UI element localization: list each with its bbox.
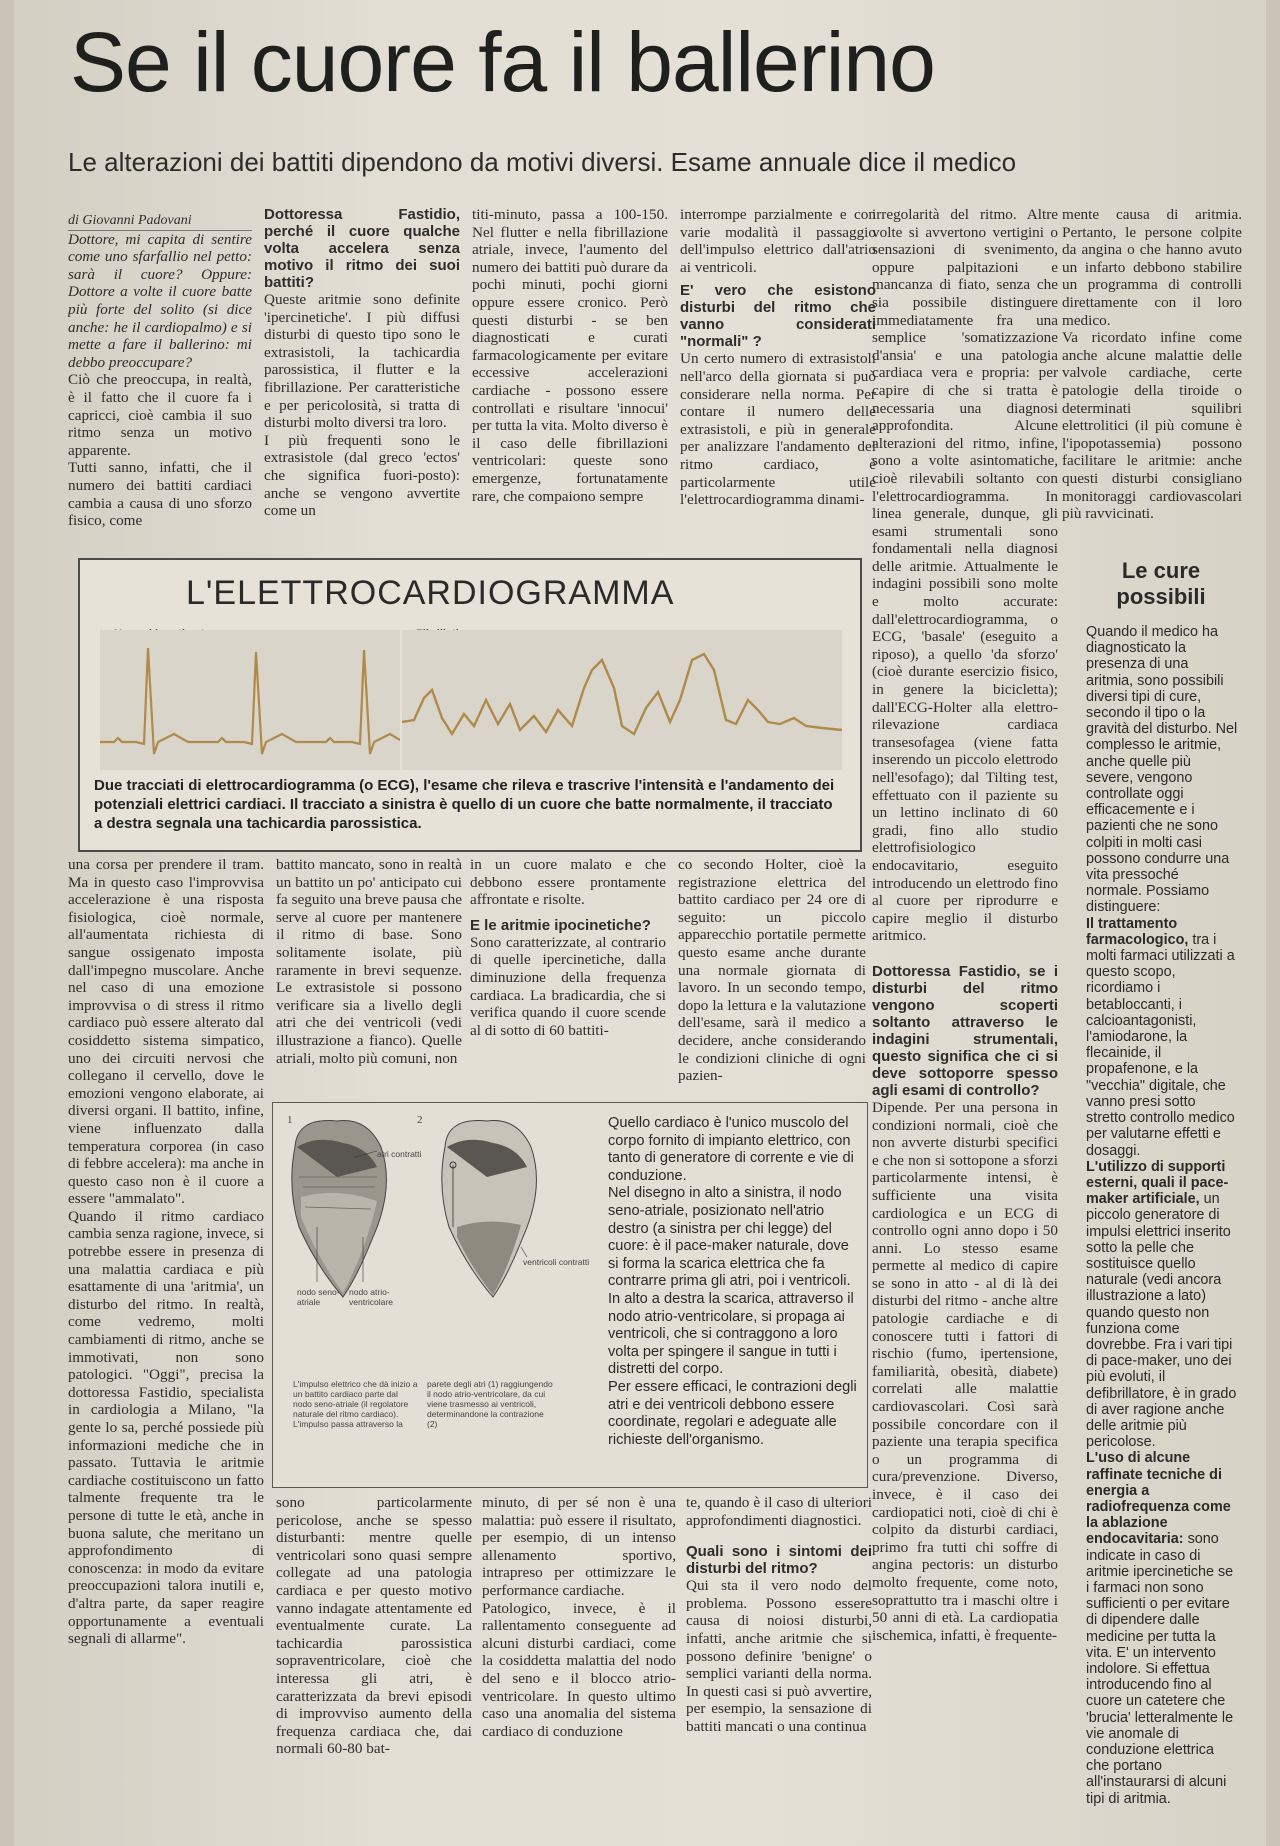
figure-number-1: 1 [287,1114,293,1126]
paragraph: Quando il ritmo cardiaco cambia senza ragione, invece, si potrebbe essere in presenza di una malattia cardiaca e più esattamente di una 'aritmia', un disturbo del ritmo. In realtà, come vedremo, molti cambiamenti di ritmo, anche se immotivati, non sono patologici. "Oggi", precisa la dottoressa Fastidio, specialista in cardiologia a Milano, "la gente lo sa, perché possiede più informazioni mediche che in passato. Tuttavia le aritmie cardiache costituiscono un fatto talmente frequente tra le persone di tutte le età, anche in buona salute, che meritano un approfondimento di conoscenza: in modo da evitare preoccupazioni talora inutili e, d'altra parte, da saper reagire opportunamente a eventuali segnali di allarme". [68,1207,264,1648]
paragraph: mente causa di aritmia. Pertanto, le persone colpite da angina o che hanno avuto un infarto debbono stabilire un programma di controlli direttamente con il loro medico. [1062,206,1242,329]
sidebar-paragraph: Quando il medico ha diagnosticato la presenza di una aritmia, sono possibili diversi tipi di cure, secondo il tipo o la gravità del disturbo. Nel complesso le aritmie, anche quelle più severe, vengono controllate oggi efficacemente e i pazienti che ne sono colpiti in molti casi possono condurre una vita pressoché normale. Possiamo distinguere: [1086,624,1238,916]
paragraph: Va ricordato infine come anche alcune malattie delle valvole cardiache, certe patologie della tiroide o determinati squilibri elettrolitici (il più comune è l'ipopotassemia) possono facilitare le aritmie: anche questi disturbi consigliano monitoraggi cardiovascolari più ravvicinati. [1062,329,1242,523]
paragraph: titi-minuto, passa a 100-150. Nel flutter e nella fibrillazione atriale, invece, l'aumento del numero dei battiti può durare da pochi minuti, pochi giorni oppure essere cronico. Però questi disturbi - se ben diagnosticati e curati farmacologicamente per evitare eccessive accelerazioni cardiache - possono essere controllati e risultare 'innocui' per tutta la vita. Molto diverso è il caso delle fibrillazioni ventricolari: queste sono emergenze, fortunatamente rare, che compaiono sempre [472,206,668,505]
normal-ecg-trace [100,630,400,770]
column-2 [264,206,460,542]
interview-question: Quali sono i sintomi dei disturbi del ritmo? [686,1543,872,1578]
fibrillation-ecg-trace [402,630,842,770]
sidebar-subheading: L'utilizzo di supporti esterni, quali il pace-maker artificiale, [1086,1158,1229,1208]
interview-question: E' vero che esistono disturbi del ritmo che vanno considerati "normali" ? [680,282,876,351]
label-atri: atri contratti [377,1149,422,1159]
paragraph: interrompe parzialmente e con varie modalità il passaggio dell'impulso elettrico dall'atrio ai ventricoli. [680,206,876,276]
paragraph: battito mancato, sono in realtà un battito un po' anticipato cui fa seguito una breve pausa che serve al cuore per mantenere il ritmo di base. Sono solitamente isolate, più raramente in brevi sequenze. Le extrasistole si possono verificare sia a livello degli atri che dei ventricoli (vedi illustrazione a fianco). Quelle atriali, molto più comuni, non [276,856,462,1067]
fibrillation-ecg-panel [402,630,842,770]
paragraph: in un cuore malato e che debbono essere prontamente affrontate e risolte. [470,856,666,909]
heart-illustration-box [272,1102,868,1488]
ecg-illustration-box [78,558,862,852]
heart-text [608,1115,858,1449]
paragraph: Un certo numero di extrasistoli nell'arco della giornata si può considerare nella norma. Per contare il numero delle extrasistoli, e più in generale per analizzare l'andamento del ritmo cardiaco, è particolarmente utile l'elettrocardiogramma dinami- [680,350,876,509]
newspaper-page [14,0,1266,1846]
column-b3 [470,856,666,1094]
paragraph: te, quando è il caso di ulteriori approfondimenti diagnostici. [686,1494,872,1529]
label-ventricoli: ventricoli contratti [523,1257,590,1267]
paragraph: Tutti sanno, infatti, che il numero dei battiti cardiaci cambia a causa di uno sforzo fisico, come [68,459,252,530]
figure-number-2: 2 [417,1114,423,1126]
paragraph: I più frequenti sono le extrasistole (dal greco 'ectos' che significa fuori-posto): anche se vengono avvertite come un [264,431,460,520]
column-d4 [686,1494,872,1846]
paragraph: Ciò che preoccupa, in realtà, è il fatto che il cuore fa i capricci, cioè cambia il suo ritmo senza un motivo apparente. [68,371,252,459]
column-6 [1062,206,1242,548]
column-1 [68,212,252,542]
column-b4 [678,856,866,1094]
subheadline: Le alterazioni dei battiti dipendono da motivi diversi. Esame annuale dice il medico [68,147,1017,177]
byline: di Giovanni Padovani [68,212,252,231]
label-nodo-atrio: nodo atrio-ventricolare [349,1287,393,1307]
headline: Se il cuore fa il ballerino [70,15,935,109]
heart-illustration-1 [292,1121,387,1297]
column-b2 [276,856,462,1094]
ecg-caption: Due tracciati di elettrocardiogramma (o ECG), l'esame che rileva e trascrive l'intensità e l'andamento dei potenziali elettrici cardiaci. Il tracciato a sinistra è quello di un cuore che batte normalmente, il tracciato a destra segnala una tachicardia parossistica. [94,777,835,832]
paragraph: Dipende. Per una persona in condizioni normali, cioè che non avverte disturbi specifici e che non si sottopone a sforzi particolarmente intensi, è sufficiente una visita cardiologica e un ECG di controllo ogni anno dopo i 50 anni. Lo stesso esame permette al medico di capire se sono in atto - al di là dei disturbi del ritmo - anche altre patologie cardiache e di conoscere tutti i fattori di rischio (fumo, ipertensione, familiarità, obesità, diabete) correlati alle malattie cardiovascolari. Così sarà possibile concordare con il paziente una terapia specifica o un programma di cura/prevenzione. Diverso, invece, è il caso dei cardiopatici noti, cioè di chi è colpito da disturbi cardiaci, primo fra tutti chi soffre di angina pectoris: un disturbo molto frequente, come noto, soprattutto tra i maschi oltre i 50 anni di età. La cardiopatia ischemica, infatti, è frequente- [872,1098,1058,1644]
sidebar-subheading: Il trattamento farmacologico, [1086,915,1189,948]
interview-question: E le aritmie ipocinetiche? [470,916,651,934]
column-d3 [482,1494,676,1846]
paragraph: irregolarità del ritmo. Altre volte si avvertono vertigini o sensazioni di svenimento, oppure palpitazioni e mancanza di fiato, senza che sia possibile distinguere immediatamente fra una semplice 'somatizzazione d'ansia' e una patologia cardiaca vera e propria: per capire di che si tratta è necessaria una diagnosi approfondita. Alcune alterazioni del ritmo, infine, sono a volte asintomatiche, cioè rilevabili soltanto con l'elettrocardiogramma. In linea generale, dunque, gli esami strumentali sono fondamentali nella diagnosi delle aritmie. Attualmente le indagini possibili sono molte e molto accurate: dall'elettrocardiogramma, o ECG, 'basale' (eseguito a riposo), a quello 'da sforzo' (cioè durante esercizio fisico, in genere la bicicletta); dall'ECG-Holter alla elettro-rilevazione cardiaca transesofagea (viene fatta inserendo un piccolo elettrodo nell'esofago); dal Tilting test, effettuato con il paziente su un lettino inclinato di 60 gradi, fino allo studio elettrofisiologico endocavitario, eseguito introducendo un elettrodo fino al cuore per riprodurre e capire meglio il disturbo aritmico. [872,206,1058,945]
intro-question: Dottore, mi capita di sentire come uno sfarfallio nel petto: sarà il cuore? Oppure: Dottore a volte il cuore batte più forte del solito (si dice anche: he il cardiopalmo) e si mette a fare il ballerino: mi debbo preoccupare? [68,230,252,371]
heart-paragraph: Per essere efficaci, le contrazioni degli atri e dei ventricoli debbono essere coordinate, regolari e adeguate alle richieste dell'organismo. [608,1378,857,1448]
column-3 [472,206,668,542]
label-nodo-seno: nodo seno-atriale [297,1287,340,1307]
interview-question: Dottoressa Fastidio, se i disturbi del ritmo vengono scoperti soltanto attraverso le indagini strumentali, questo significa che ci si deve sottoporre spesso agli esami di controllo? [872,962,1058,1099]
paragraph: Sono caratterizzate, al contrario di quelle ipercinetiche, dalla diminuzione della frequenza cardiaca. La bradicardia, che si verifica quando il cuore scende al di sotto di 60 battiti- [470,933,666,1039]
heart-illustration-2 [442,1121,537,1297]
heart-paragraph: Nel disegno in alto a sinistra, il nodo seno-atriale, posizionato nell'atrio destro (a sinistra per chi legge) del cuore: è il pace-maker naturale, dove si forma la scarica elettrica che fa contrarre prima gli atri, poi i ventricoli. In alto a destra la scarica, attraverso il nodo atrio-ventricolare, si propaga ai ventricoli, che si contraggono a loro volta per spingere il sangue in tutti i distretti del corpo. [608,1185,854,1378]
column-5 [872,206,1058,1846]
column-d2 [276,1494,472,1846]
sidebar-paragraph: un piccolo generatore di impulsi elettrici inserito sotto la pelle che sostituisce quello naturale (vedi ancora illustrazione a lato) quando questo non funziona come dovrebbe. Fra i vari tipi di pace-maker, uno dei più evoluti, il defibrillatore, è in grado di aver ragione anche delle aritmie più pericolose. [1086,1191,1237,1451]
heart-diagram [277,1107,607,1367]
paragraph: minuto, di per sé non è una malattia: può essere il risultato, per esempio, di un intenso allenamento sportivo, intrapreso per ottimizzare le performance cardiache. [482,1494,676,1599]
sidebar-paragraph: tra i molti farmaci utilizzati a questo scopo, ricordiamo i betabloccanti, i calcioantagonisti, l'amiodarone, la flecainide, il propafenone, e la "vecchia" digitale, che vanno presi sotto stretto controllo medico per valutarne effetti e dosaggi. [1086,931,1235,1159]
paragraph: co secondo Holter, cioè la registrazione elettrica del battito cardiaco per 24 ore di seguito: un piccolo apparecchio portatile permette questo esame anche durante una normale giornata di lavoro. In un secondo tempo, dopo la lettura e la valutazione dell'esame, sarà il medico a decidere, anche considerando le condizioni cliniche di ogni pazien- [678,856,866,1085]
paragraph: una corsa per prendere il tram. Ma in questo caso l'improvvisa accelerazione è una risposta fisiologica, cioè normale, all'aumentata richiesta di sangue ossigenato imposta dall'impegno muscolare. Anche nel caso di una emozione improvvisa o di stress il ritmo cardiaco può essere alterato dal cosiddetto sistema simpatico, uno dei circuiti nervosi che collegano il cervello, dove le emozioni vengono elaborate, ai diversi organi. Il battito, infine, viene influenzato dalla temperatura corporea (in caso di febbre accelera): ma anche in questo caso non è il cuore a essere "ammalato". [68,856,264,1208]
sidebar-title: Le cure possibili [1116,558,1206,609]
paragraph: sono particolarmente pericolose, anche se spesso disturbanti: mentre quelle ventricolari sono quasi sempre collegate ad una patologia cardiaca e per questo motivo vanno indagate attentamente ed eventualmente curate. La tachicardia parossistica sopraventricolare, cioè che interessa gli atri, è caratterizzata da brevi episodi di improvviso aumento della frequenza cardiaca che, dai normali 60-80 bat- [276,1494,472,1758]
ecg-title: L'ELETTROCARDIOGRAMMA [186,574,675,612]
column-4 [680,206,876,542]
heart-note-2: parete degli atri (1) raggiungendo il nodo atrio-ventricolare, da cui viene trasmesso ai ventricoli, determinandone la contrazione (2) [427,1379,553,1429]
heart-paragraph: Quello cardiaco è l'unico muscolo del corpo fornito di impianto elettrico, con tanto di generatore di corrente e vie di conduzione. [608,1115,854,1184]
paragraph: Qui sta il vero nodo del problema. Possono essere causa di noiosi disturbi, infatti, anche aritmie che si possono definire 'benigne' o semplici varianti della norma. In questi casi si può avvertire, per esempio, la sensazione di battiti mancati o una continua [686,1577,872,1735]
sidebar-subheading: L'uso di alcune raffinate tecniche di energia a radiofrequenza come la ablazione endocavitaria: [1086,1450,1231,1548]
paragraph: Patologico, invece, è il rallentamento conseguente ad alcuni disturbi cardiaci, come la cosiddetta malattia del nodo del seno e il blocco atrio-ventricolare. In questo ultimo caso una anomalia del sistema cardiaco di conduzione [482,1599,676,1740]
paragraph: Queste aritmie sono definite 'ipercinetiche'. I più diffusi disturbi di questo tipo sono le extrasistoli, la tachicardia parossistica, il flutter e la fibrillazione. Per caratteristiche e per pericolosità, si tratta di disturbi molto diversi tra loro. [264,291,460,432]
sidebar-cures [1086,624,1238,1807]
interview-question: Dottoressa Fastidio, perché il cuore qualche volta accelera senza motivo il ritmo dei suoi battiti? [264,206,460,291]
normal-ecg-panel [100,630,400,770]
heart-note-1: L'impulso elettrico che dà inizio a un battito cardiaco parte dal nodo seno-atriale (il regolatore naturale del ritmo cardiaco). L'impulso passa attraverso la [293,1379,418,1429]
sidebar-paragraph: sono indicate in caso di aritmie ipercinetiche se i farmaci non sono sufficienti o per evitare di dipendere dalle medicine per tutta la vita. E' un intervento indolore. Si effettua introducendo fino al cuore un catetere che 'brucia' letteralmente le vie anomale di conduzione elettrica che portano all'instaurarsi di alcuni tipi di aritmia. [1086,1531,1234,1807]
column-b1 [68,856,264,1846]
